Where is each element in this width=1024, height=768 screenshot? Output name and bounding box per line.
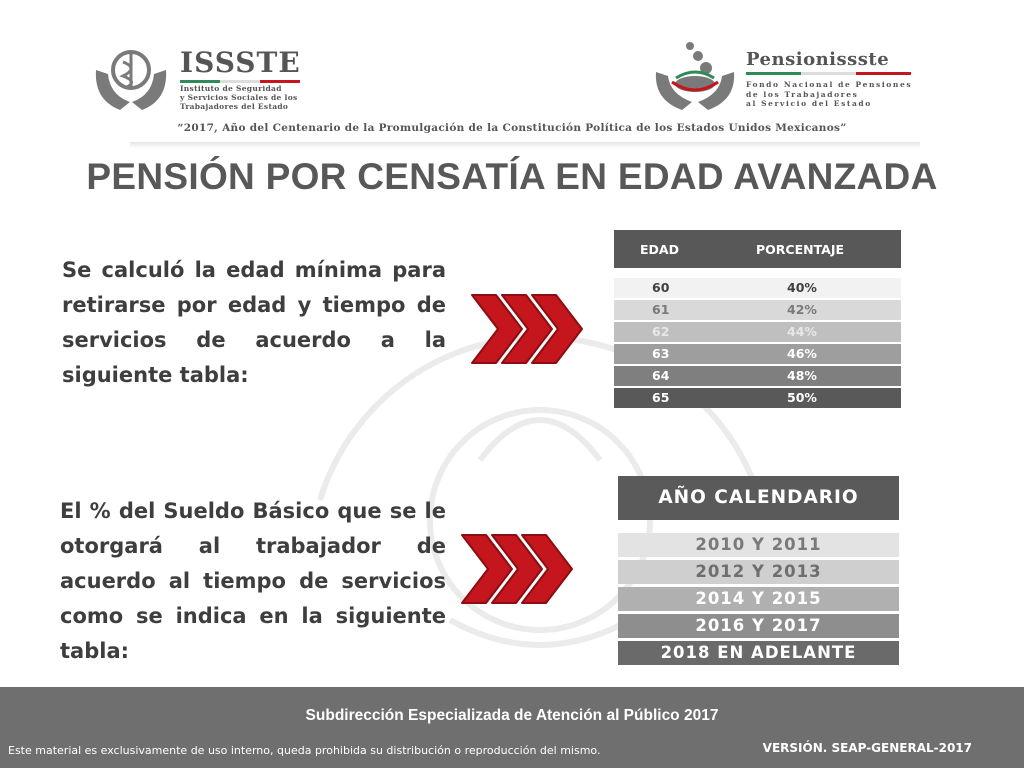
footer-title: Subdirección Especializada de Atención al Público 2017 [305, 707, 719, 724]
column-header-percent: PORCENTAJE [756, 242, 845, 257]
pensionissste-name: Pensionissste [746, 49, 890, 70]
motto: “2017, Año del Centenario de la Promulgación de la Constitución Política de los Estados Unidos Mexicanos” [177, 122, 847, 134]
age-percentage-table [614, 230, 901, 408]
pensionissste-subtitle: Fondo Nacional de Pensiones de los Trabajadores al Servicio del Estado [746, 80, 913, 108]
header-divider [130, 142, 920, 148]
issste-logo-icon [90, 40, 172, 116]
table-row: 2016 Y 2017 [618, 614, 899, 638]
table-row: 2010 Y 2011 [618, 533, 899, 557]
triple-chevron-right-icon [470, 293, 590, 365]
flag-red-line [260, 80, 300, 83]
table-spacer [614, 268, 901, 276]
table-row: 63 46% [614, 342, 901, 364]
pensionissste-logo-icon [650, 38, 740, 114]
table-row: 2012 Y 2013 [618, 560, 899, 584]
flag-white-line [220, 80, 260, 83]
calendar-year-table [618, 476, 899, 665]
table-row: 2018 EN ADELANTE [618, 641, 899, 665]
table-header: AÑO CALENDARIO [618, 476, 899, 520]
table-row: 65 50% [614, 386, 901, 408]
table-row: 62 44% [614, 320, 901, 342]
page-title: PENSIÓN POR CENSATÍA EN EDAD AVANZADA [86, 156, 938, 197]
footer-version: VERSIÓN. SEAP-GENERAL-2017 [762, 741, 972, 755]
table-row: 2014 Y 2015 [618, 587, 899, 611]
flag-green-line-2 [746, 72, 801, 75]
issste-subtitle: Instituto de Seguridad y Servicios Sociales de los Trabajadores del Estado [180, 84, 298, 111]
footer-disclaimer: Este material es exclusivamente de uso interno, queda prohibida su distribución o reproducción del mismo. [8, 744, 601, 757]
table-row: 61 42% [614, 298, 901, 320]
table-row: 60 40% [614, 276, 901, 298]
table-row: 64 48% [614, 364, 901, 386]
triple-chevron-right-icon-2 [460, 533, 580, 605]
paragraph-age-intro: Se calculó la edad mínima para retirarse por edad y tiempo de servicios de acuerdo a la siguiente tabla: [62, 258, 446, 387]
issste-name: ISSSTE [180, 46, 301, 79]
flag-green-line [180, 80, 220, 83]
table-spacer [618, 520, 899, 530]
footer [0, 687, 1024, 768]
table-header [614, 230, 901, 268]
paragraph-salary-intro: El % del Sueldo Básico que se le otorgará al trabajador de acuerdo al tiempo de servicios como se indica en la siguiente tabla: [60, 499, 446, 663]
flag-red-line-2 [856, 72, 911, 75]
column-header-age: EDAD [640, 242, 679, 257]
flag-white-line-2 [801, 72, 856, 75]
